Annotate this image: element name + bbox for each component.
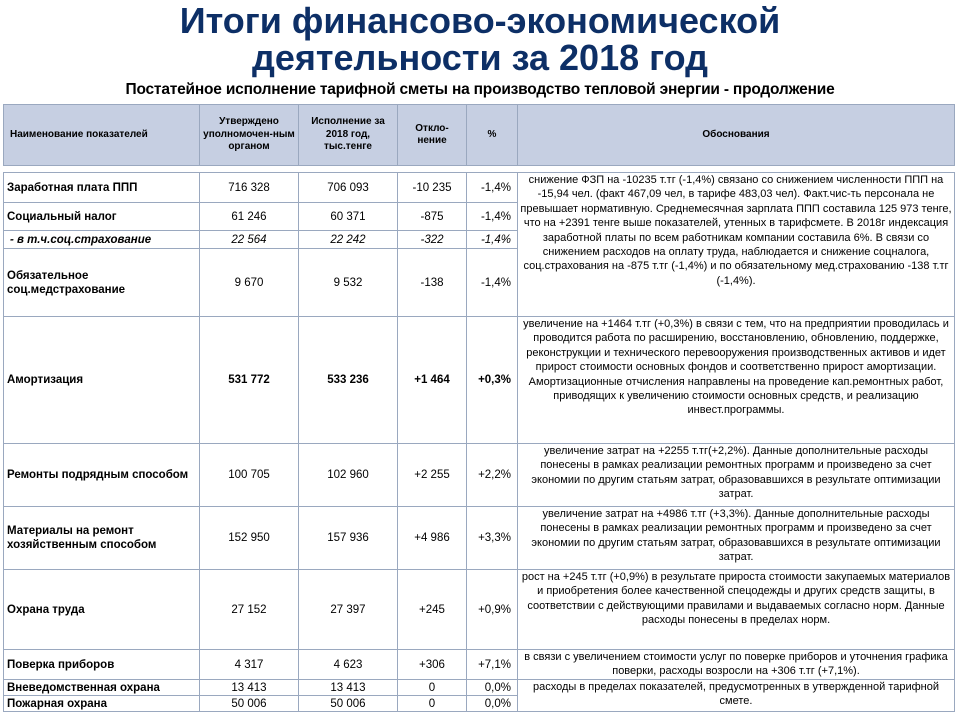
- row-name: Охрана труда: [4, 570, 200, 650]
- table-row: [4, 650, 955, 680]
- row-name: Заработная плата ППП: [4, 173, 200, 203]
- justification-security: расходы в пределах показателей, предусмотренных в утвержденной тарифной смете.: [518, 680, 955, 712]
- row-actual: 27 397: [299, 570, 398, 650]
- justification-repairs: увеличение затрат на +2255 т.тг(+2,2%). Данные дополнительные расходы понесены в рамках реализации ремонтных программ и произведено за счет экономии по другим статьям затрат, образовавшихся в результате оптимизации затрат.: [518, 444, 955, 507]
- row-deviation: 0: [398, 680, 467, 696]
- row-approved: 27 152: [200, 570, 299, 650]
- row-approved: 22 564: [200, 231, 299, 249]
- header-approved: Утверждено уполномочен-ным органом: [200, 105, 299, 166]
- row-actual: 9 532: [299, 249, 398, 317]
- row-name: Поверка приборов: [4, 650, 200, 680]
- row-deviation: +4 986: [398, 507, 467, 570]
- row-approved: 4 317: [200, 650, 299, 680]
- row-actual: 102 960: [299, 444, 398, 507]
- page-title: [0, 2, 960, 76]
- table-header-row: [4, 105, 955, 166]
- row-deviation: +245: [398, 570, 467, 650]
- table-row: [4, 570, 955, 650]
- row-percent: +0,9%: [467, 570, 518, 650]
- row-percent: +0,3%: [467, 317, 518, 444]
- row-name: Материалы на ремонт хозяйственным способом: [4, 507, 200, 570]
- header-percent: %: [467, 105, 518, 166]
- justification-payroll: снижение ФЗП на -10235 т.тг (-1,4%) связано со снижением численности ППП на -15,94 чел. (факт 467,09 чел, в тарифе 483,03 чел). Факт.чис-ть персонала не превышает нормативную. Среднемесячная зарплата ППП составила 125 973 тенге, что на +2391 тенге выше показателей, утенных в тарифсмете. В 2018г индексация заработной платы по всем работникам компании составила 6%. В связи со снижением расходов на оплату труда, наблюдается и снижение соцналога, соц.страхования на -875 т.тг (-1,4%) и по обязательному мед.страхованию -138 т.тг (-1,4%).: [518, 173, 955, 317]
- row-name: Вневедомственная охрана: [4, 680, 200, 696]
- row-approved: 716 328: [200, 173, 299, 203]
- row-actual: 157 936: [299, 507, 398, 570]
- table-row: [4, 680, 955, 696]
- row-approved: 13 413: [200, 680, 299, 696]
- row-deviation: +306: [398, 650, 467, 680]
- row-actual: 533 236: [299, 317, 398, 444]
- row-percent: -1,4%: [467, 231, 518, 249]
- tariff-execution-table: [3, 104, 955, 712]
- row-actual: 60 371: [299, 203, 398, 231]
- page-subtitle: Постатейное исполнение тарифной сметы на производство тепловой энергии - продолжение: [125, 81, 835, 98]
- row-actual: 4 623: [299, 650, 398, 680]
- row-percent: -1,4%: [467, 249, 518, 317]
- row-deviation: 0: [398, 696, 467, 712]
- justification-labor-safety: рост на +245 т.тг (+0,9%) в результате прироста стоимости закупаемых материалов и приобретения более качественной спецодежды и других средств защиты, в соответствии с действующими правилами и выдаваемых согласно норм. Данные расходы понесены в пределах норм.: [518, 570, 955, 650]
- row-actual: 13 413: [299, 680, 398, 696]
- row-percent: -1,4%: [467, 173, 518, 203]
- row-actual: 22 242: [299, 231, 398, 249]
- row-actual: 50 006: [299, 696, 398, 712]
- header-spacer-row: [4, 166, 955, 173]
- table-row: [4, 444, 955, 507]
- row-percent: +2,2%: [467, 444, 518, 507]
- row-deviation: -322: [398, 231, 467, 249]
- header-actual: Исполнение за 2018 год, тыс.тенге: [299, 105, 398, 166]
- row-approved: 100 705: [200, 444, 299, 507]
- row-actual: 706 093: [299, 173, 398, 203]
- justification-depreciation: увеличение на +1464 т.тг (+0,3%) в связи с тем, что на предприятии проводилась и проводится работа по расширению, восстановлению, обновлению, поддержке, реконструкции и технического перевооружения производственных активов и идет прирост стоимости основных фондов и соответственно прирост амортизации. Амортизационные отчисления направлены на проведение кап.ремонтных работ, приводящих к увеличению стоимости основных средств, и реализацию инвест.программы.: [518, 317, 955, 444]
- page-title-line-1: Итоги финансово-экономической: [179, 0, 781, 41]
- row-name: Социальный налог: [4, 203, 200, 231]
- table-row: [4, 173, 955, 203]
- row-name: - в т.ч.соц.страхование: [4, 231, 200, 249]
- row-percent: +3,3%: [467, 507, 518, 570]
- row-name: Пожарная охрана: [4, 696, 200, 712]
- table-row: [4, 507, 955, 570]
- page-title-line-2: деятельности за 2018 год: [252, 37, 708, 78]
- row-percent: -1,4%: [467, 203, 518, 231]
- justification-materials: увеличение затрат на +4986 т.тг (+3,3%). Данные дополнительные расходы понесены в рамках реализации ремонтных программ и произведено за счет экономии по другим статьям затрат, образовавшихся в результате оптимизации затрат.: [518, 507, 955, 570]
- row-deviation: -138: [398, 249, 467, 317]
- row-percent: 0,0%: [467, 680, 518, 696]
- row-approved: 61 246: [200, 203, 299, 231]
- header-name: Наименование показателей: [4, 105, 200, 166]
- row-approved: 152 950: [200, 507, 299, 570]
- row-percent: 0,0%: [467, 696, 518, 712]
- row-name: Амортизация: [4, 317, 200, 444]
- row-name: Ремонты подрядным способом: [4, 444, 200, 507]
- header-deviation: Откло-нение: [398, 105, 467, 166]
- justification-verification: в связи с увеличением стоимости услуг по поверке приборов и уточнения графика поверки, расходы возросли на +306 т.тг (+7,1%).: [518, 650, 955, 680]
- row-deviation: -10 235: [398, 173, 467, 203]
- row-deviation: -875: [398, 203, 467, 231]
- row-approved: 9 670: [200, 249, 299, 317]
- table-row: [4, 317, 955, 444]
- row-name: Обязательное соц.медстрахование: [4, 249, 200, 317]
- row-percent: +7,1%: [467, 650, 518, 680]
- row-approved: 50 006: [200, 696, 299, 712]
- row-approved: 531 772: [200, 317, 299, 444]
- row-deviation: +1 464: [398, 317, 467, 444]
- row-deviation: +2 255: [398, 444, 467, 507]
- header-justification: Обоснования: [518, 105, 955, 166]
